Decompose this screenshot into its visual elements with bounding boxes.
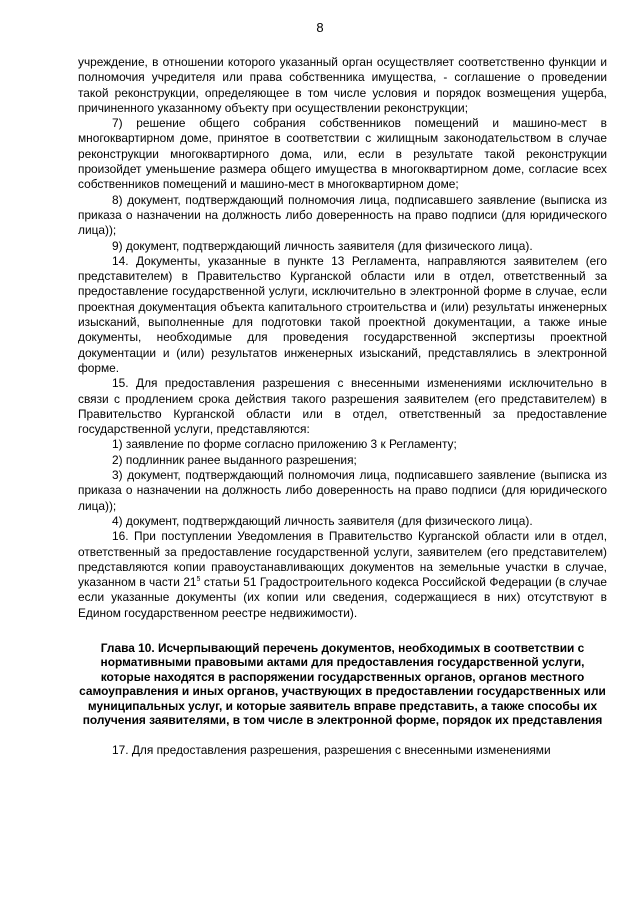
paragraph-item-8: 8) документ, подтверждающий полномочия лица, подписавшего заявление (выписка из приказа о назначении на должность либо доверенность на право подписи (для юридического лица)); (78, 192, 607, 238)
paragraph-item-7: 7) решение общего собрания собственников помещений и машино-мест в многоквартирном доме, принятое в соответствии с жилищным законодательством в случае реконструкции многоквартирного дома, или, если в результате такой реконструкции произойдет уменьшение размера общего имущества в многоквартирном доме, согласие всех собственников помещений и машино-мест в многоквартирном доме; (78, 116, 607, 192)
paragraph-clause-15-item-4: 4) документ, подтверждающий личность заявителя (для физического лица). (112, 513, 533, 528)
paragraph-clause-15-item-2: 2) подлинник ранее выданного разрешения; (112, 452, 357, 467)
paragraph-clause-15-item-3: 3) документ, подтверждающий полномочия лица, подписавшего заявление (выписка из приказа о назначении на должность либо доверенность на право подписи (для юридического лица)); (78, 468, 607, 513)
chapter-10-heading: Глава 10. Исчерпывающий перечень документов, необходимых в соответствии с нормативными правовыми актами для предоставления государственной услуги, которые находятся в распоряжении государственных органов, органов местного самоуправления и иных органов, участвующих в предоставлении государственных или муниципальных услуг, и которые заявитель вправе представить, а также способы их получения заявителями, в том числе в электронной форме, порядок их представления (79, 640, 606, 728)
paragraph-clause-15: 15. Для предоставления разрешения с внесенными изменениями исключительно в связи с продлением срока действия такого разрешения заявителем (его представителем) в Правительство Курганской области или в отдел, ответственный за предоставление государственной услуги, представляются: (78, 376, 607, 437)
document-body (78, 55, 607, 759)
paragraph-item-9: 9) документ, подтверждающий личность заявителя (для физического лица). (112, 238, 533, 253)
paragraph-clause-17: 17. Для предоставления разрешения, разрешения с внесенными изменениями (112, 743, 551, 758)
paragraph-clause-16 (78, 529, 607, 621)
page-number: 8 (316, 20, 324, 35)
paragraph-continuation: учреждение, в отношении которого указанный орган осуществляет соответственно функции и полномочия учредителя или права собственника имущества, - соглашение о проведении такой реконструкции, определяющее в том числе условия и порядок возмещения ущерба, причиненного указанному объекту при осуществлении реконструкции; (78, 55, 607, 115)
clause-16-text-a: 16. При поступлении Уведомления в Правительство Курганской области или в отдел, ответственный за предоставление государственной услуги, заявителем (его представителем) представляются копии правоустанавливающих документов на земельные участки в случае, указанном в части 21 (78, 529, 607, 590)
clause-16-superscript: 5 (196, 576, 201, 584)
clause-16-text-b: статьи 51 Градостроительного кодекса Российской Федерации (в случае если указанные документы (их копии или сведения, содержащиеся в них) отсутствуют в Едином государственном реестре недвижимости). (78, 575, 607, 620)
paragraph-clause-14: 14. Документы, указанные в пункте 13 Регламента, направляются заявителем (его представителем) в Правительство Курганской области или в отдел, ответственный за предоставление государственной услуги, исключительно в электронной форме в случае, если проектная документация объекта капитального строительства и (или) результаты инженерных изысканий, выполненные для подготовки такой проектной документации, а также иные документы, необходимые для проведения государственной экспертизы проектной документации и (или) результатов инженерных изысканий, представлялись в электронной форме. (78, 253, 607, 375)
paragraph-clause-15-item-1: 1) заявление по форме согласно приложению 3 к Регламенту; (112, 437, 457, 452)
